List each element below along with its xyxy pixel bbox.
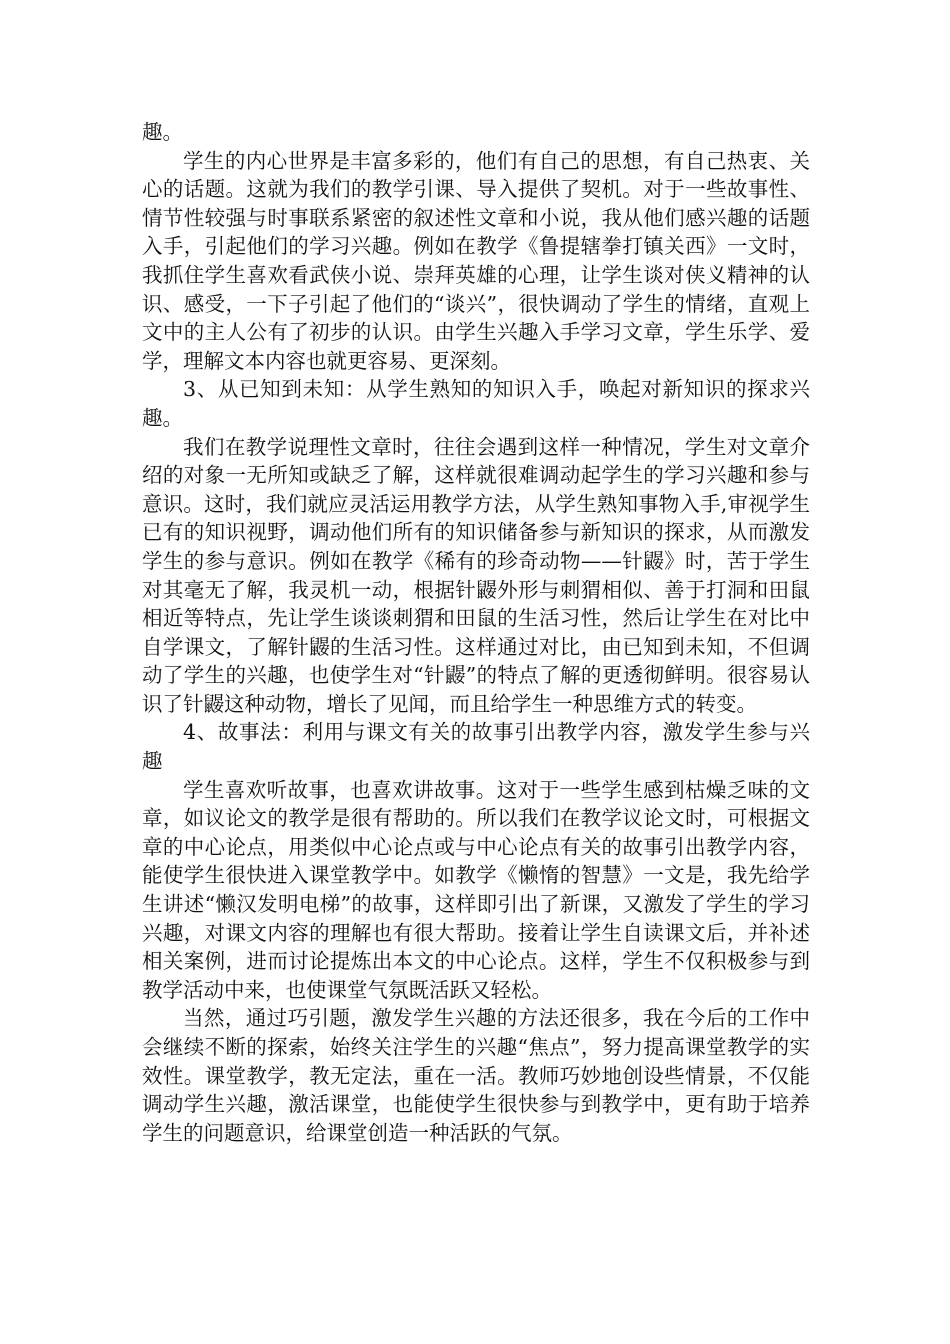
paragraph-story-method: 学生喜欢听故事，也喜欢讲故事。这对于一些学生感到枯燥乏味的文章，如议论文的教学是很有帮助的。所以我们在教学议论文时，可根据文章的中心论点，用类似中心论点或与中心论点有关的故事引出教学内容，能使学生很快进入课堂教学中。如教学《懒惰的智慧》一文是，我先给学生讲述“懒汉发明电梯”的故事，这样即引出了新课，又激发了学生的学习兴趣，对课文内容的理解也有很大帮助。接着让学生自读课文后，并补述相关案例，进而讨论提炼出本文的中心论点。这样，学生不仅积极参与到教学活动中来，也使课堂气氛既活跃又轻松。	[142, 777, 810, 1002]
document-body	[142, 118, 810, 1147]
paragraph-interest-topics: 学生的内心世界是丰富多彩的，他们有自己的思想，有自己热衷、关心的话题。这就为我们的教学引课、导入提供了契机。对于一些故事性、情节性较强与时事联系紧密的叙述性文章和小说，我从他们感兴趣的话题入手，引起他们的学习兴趣。例如在教学《鲁提辖拳打镇关西》一文时，我抓住学生喜欢看武侠小说、崇拜英雄的心理，让学生谈对侠义精神的认识、感受，一下子引起了他们的“谈兴”，很快调动了学生的情绪，直观上文中的主人公有了初步的认识。由学生兴趣入手学习文章，学生乐学、爱学，理解文本内容也就更容易、更深刻。	[142, 148, 810, 373]
paragraph-conclusion: 当然，通过巧引题，激发学生兴趣的方法还很多，我在今后的工作中会继续不断的探索，始终关注学生的兴趣“焦点”，努力提高课堂教学的实效性。课堂教学，教无定法，重在一活。教师巧妙地创设些情景，不仅能调动学生兴趣，激活课堂，也能使学生很快参与到教学中，更有助于培养学生的问题意识，给课堂创造一种活跃的气氛。	[142, 1006, 810, 1145]
paragraph-continuation: 趣。	[142, 120, 183, 144]
paragraph-known-to-unknown: 我们在教学说理性文章时，往往会遇到这样一种情况，学生对文章介绍的对象一无所知或缺乏了解，这样就很难调动起学生的学习兴趣和参与意识。这时，我们就应灵活运用教学方法，从学生熟知事物入手,审视学生已有的知识视野，调动他们所有的知识储备参与新知识的探求，从而激发学生的参与意识。例如在教学《稀有的珍奇动物——针鼹》时，苦于学生对其毫无了解，我灵机一动，根据针鼹外形与刺猬相似、善于打洞和田鼠相近等特点，先让学生谈谈刺猬和田鼠的生活习性，然后让学生在对比中自学课文，了解针鼹的生活习性。这样通过对比，由已知到未知，不但调动了学生的兴趣，也使学生对“针鼹”的特点了解的更透彻鲜明。很容易认识了针鼹这种动物，增长了见闻，而且给学生一种思维方式的转变。	[142, 434, 810, 716]
section-heading-story-method: 4、故事法：利用与课文有关的故事引出教学内容，激发学生参与兴趣	[142, 720, 810, 774]
section-heading-known-to-unknown: 3、从已知到未知：从学生熟知的知识入手，唤起对新知识的探求兴趣。	[142, 377, 810, 430]
